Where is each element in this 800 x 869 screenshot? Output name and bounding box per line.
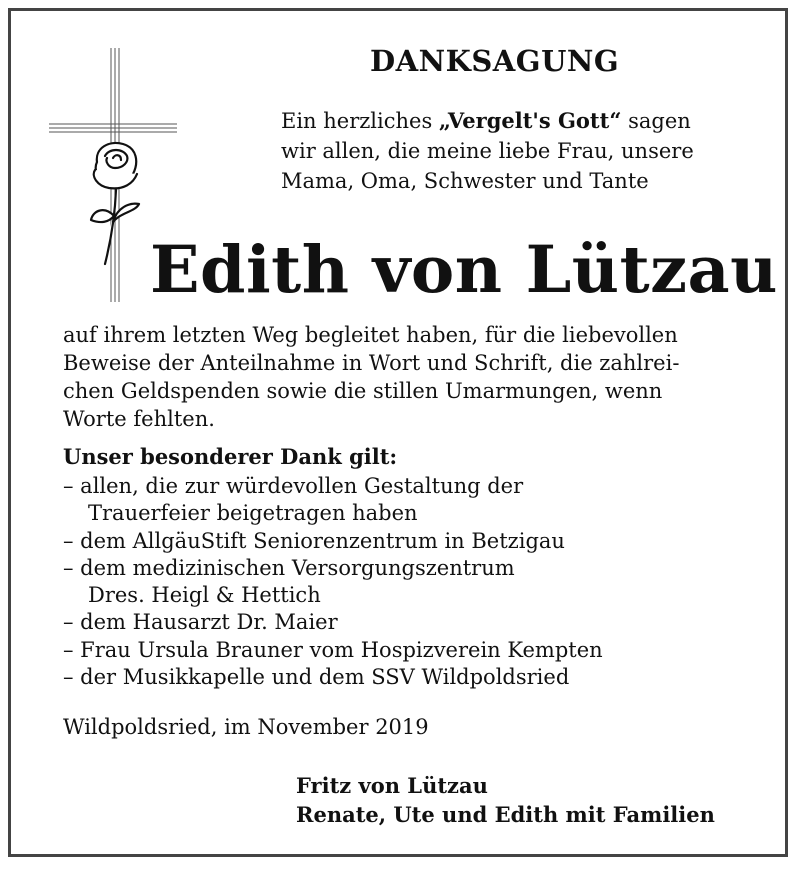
signature-line: Fritz von Lützau xyxy=(296,773,488,798)
list-item: – dem medizinischen Versorgungszentrum xyxy=(63,555,515,580)
body-line: auf ihrem letzten Weg begleitet haben, für die liebevollen xyxy=(63,323,678,347)
list-item: – der Musikkapelle und dem SSV Wildpoldsried xyxy=(63,665,570,690)
thanks-heading: Unser besonderer Dank gilt: xyxy=(63,444,398,469)
thanks-list xyxy=(63,473,603,691)
intro-line-1: Ein herzliches „Vergelt's Gott“ sagen xyxy=(281,108,691,133)
intro-line-3: Mama, Oma, Schwester und Tante xyxy=(281,169,649,193)
intro-text xyxy=(281,106,694,196)
list-item: – allen, die zur würdevollen Gestaltung der xyxy=(63,474,524,498)
list-item: – dem AllgäuStift Seniorenzentrum in Betzigau xyxy=(63,528,565,553)
signatures xyxy=(296,771,715,829)
place-date: Wildpoldsried, im November 2019 xyxy=(63,715,429,739)
body-line: chen Geldspenden sowie die stillen Umarmungen, wenn xyxy=(63,379,663,403)
page-title: DANKSAGUNG xyxy=(370,44,620,78)
deceased-name: Edith von Lützau xyxy=(150,232,778,308)
list-item: Dres. Heigl & Hettich xyxy=(88,583,321,608)
list-item: Trauerfeier beigetragen haben xyxy=(88,501,418,526)
body-line: Worte fehlten. xyxy=(63,407,215,431)
signature-line: Renate, Ute und Edith mit Familien xyxy=(296,802,715,827)
list-item: – dem Hausarzt Dr. Maier xyxy=(63,610,338,635)
body-line: Beweise der Anteilnahme in Wort und Schrift, die zahlrei- xyxy=(63,351,680,375)
intro-emphasis: „Vergelt's Gott“ xyxy=(438,108,622,133)
body-text xyxy=(63,321,679,433)
list-item: – Frau Ursula Brauner vom Hospizverein Kempten xyxy=(63,637,603,662)
intro-line-2: wir allen, die meine liebe Frau, unsere xyxy=(281,139,694,163)
